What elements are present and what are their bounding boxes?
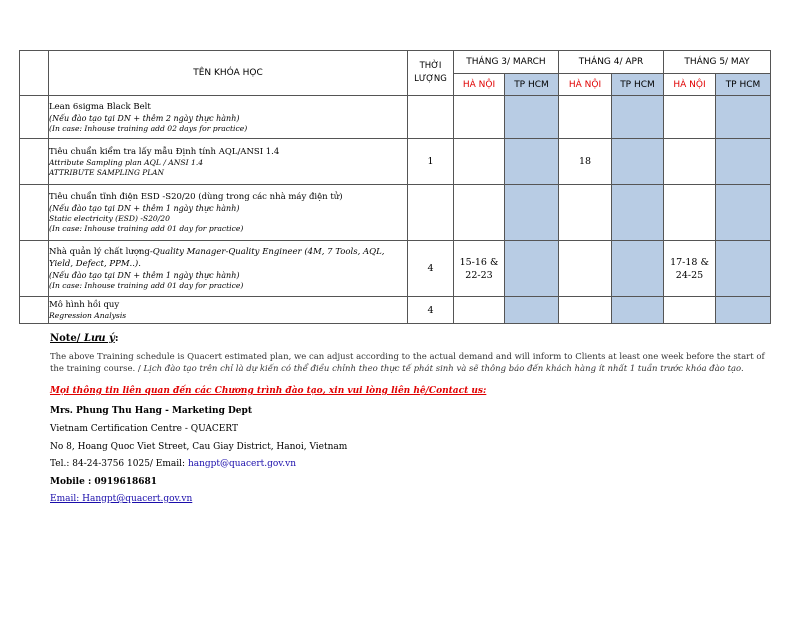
duration-header: THỜI LƯỢNG	[408, 51, 454, 96]
duration-cell: 4	[408, 241, 454, 297]
may-hanoi-header: HÀ NỘI	[664, 74, 716, 96]
may-hanoi-date: 17-18 & 24-25	[664, 241, 716, 297]
april-hanoi-date: 18	[559, 139, 612, 185]
march-hanoi-date: 15-16 & 22-23	[454, 241, 505, 297]
april-hanoi-header: HÀ NỘI	[559, 74, 612, 96]
march-hanoi-header: HÀ NỘI	[454, 74, 505, 96]
table-row	[20, 297, 771, 324]
contact-tel: Tel.: 84-24-3756 1025/ Email: hangpt@quacert.gov.vn	[50, 459, 297, 469]
table-row	[20, 96, 771, 139]
contact-org: Vietnam Certification Centre - QUACERT	[50, 424, 238, 434]
note-title: Note/ Lưu ý:	[50, 333, 119, 344]
contact-name: Mrs. Phung Thu Hang - Marketing Dept	[50, 406, 252, 416]
month-may-header: THÁNG 5/ MAY	[664, 51, 771, 74]
course-cell: Tiêu chuẩn kiểm tra lấy mẫu Định tính AQL/ANSI 1.4 Attribute Sampling plan AQL / ANSI 1.4 ATTRIBUTE SAMPLING PLAN	[49, 139, 408, 185]
training-schedule-table	[19, 50, 771, 324]
may-hcm-header: TP HCM	[716, 74, 771, 96]
contact-address: No 8, Hoang Quoc Viet Street, Cau Giay District, Hanoi, Vietnam	[50, 442, 348, 452]
course-cell: Tiêu chuẩn tĩnh điện ESD -S20/20 (dùng trong các nhà máy điện tử) (Nếu đào tạo tại DN + thêm 1 ngày thực hành) Static electricity (ESD) -S20/20 (In case: Inhouse training add 01 day for practice)	[49, 185, 408, 241]
contact-mobile: Mobile : 0919618681	[50, 477, 158, 487]
table-row	[20, 185, 771, 241]
table-row	[20, 241, 771, 297]
email-link[interactable]: hangpt@quacert.gov.vn	[187, 459, 297, 469]
contact-heading: Mọi thông tin liên quan đến các Chương trình đào tạo, xin vui lòng liên hệ/Contact us:	[50, 386, 487, 396]
note-text: The above Training schedule is Quacert estimated plan, we can adjust according to the actual demand and will inform to Clients at least one week before the start of the training course. / Lịch đào tạo trên chỉ là dự kiến có thể điều chỉnh theo thực tế phát sinh và sẽ thông báo đến khách hàng ít nhất 1 tuần trước khóa đào tạo.	[50, 352, 765, 374]
month-march-header: THÁNG 3/ MARCH	[454, 51, 559, 74]
course-cell: Mô hình hồi quy Regression Analysis	[49, 297, 408, 324]
course-cell: Lean 6sigma Black Belt (Nếu đào tạo tại DN + thêm 2 ngày thực hành) (In case: Inhouse training add 02 days for practice)	[49, 96, 408, 139]
duration-cell: 1	[408, 139, 454, 185]
march-hcm-header: TP HCM	[505, 74, 559, 96]
email-link-footer[interactable]: Email: Hangpt@quacert.gov.vn	[50, 494, 193, 504]
index-column-header	[20, 51, 49, 96]
course-cell: Nhà quản lý chất lượng-Quality Manager-Quality Engineer (4M, 7 Tools, AQL, Yield, Defect, PPM..). (Nếu đào tạo tại DN + thêm 1 ngày thực hành) (In case: Inhouse training add 01 day for practice)	[49, 241, 408, 297]
april-hcm-header: TP HCM	[612, 74, 664, 96]
month-april-header: THÁNG 4/ APR	[559, 51, 664, 74]
duration-cell: 4	[408, 297, 454, 324]
course-name-header: TÊN KHÓA HỌC	[49, 51, 408, 96]
table-row	[20, 139, 771, 185]
